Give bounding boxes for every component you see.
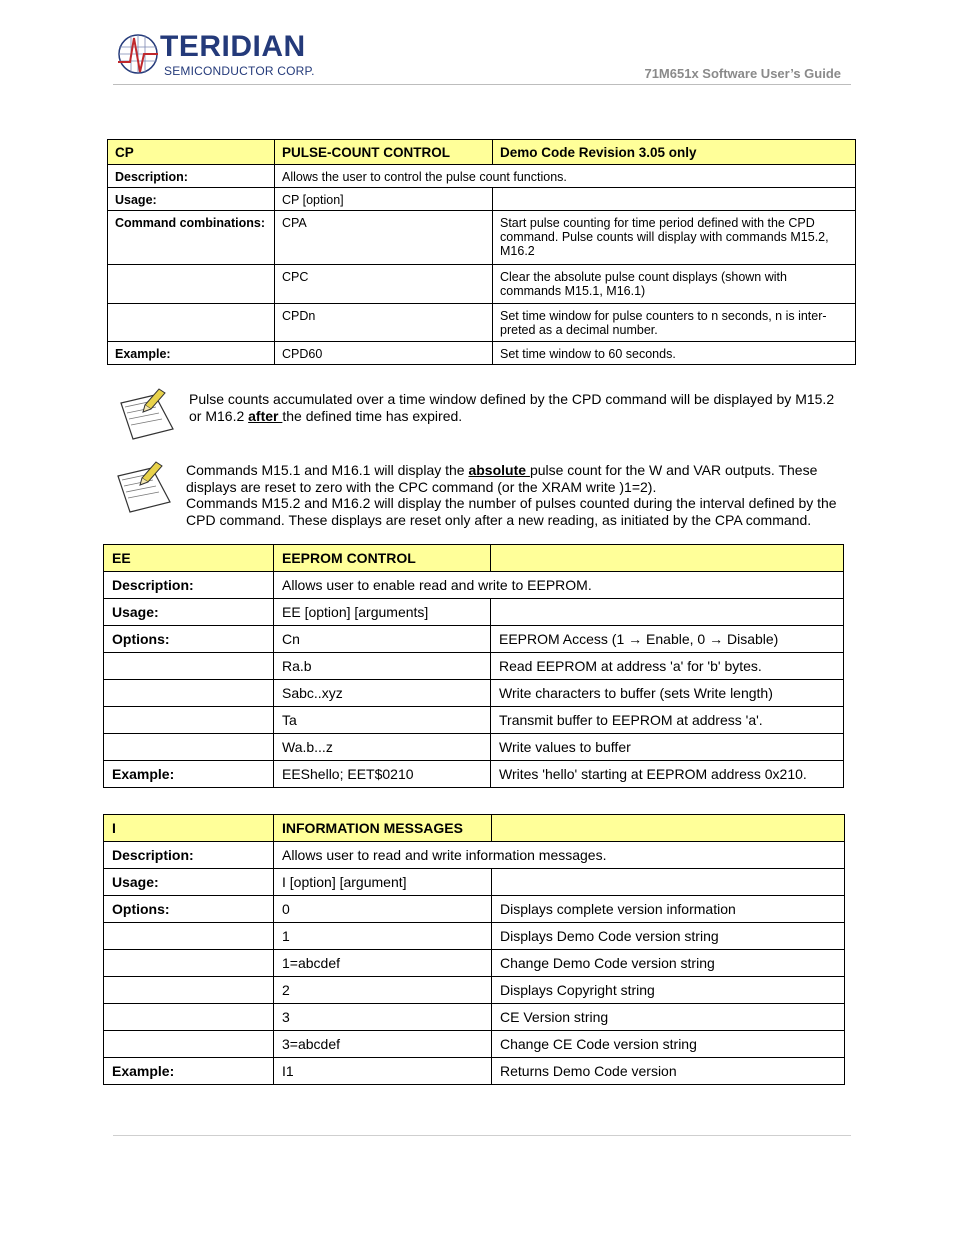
option-description: Transmit buffer to EEPROM at address 'a'. (491, 707, 844, 734)
command-name: INFORMATION MESSAGES (274, 815, 492, 842)
cp-command-table (107, 139, 856, 365)
option-description: Start pulse counting for time period defined with the CPD command. Pulse counts will display with commands M15.2, M16.2 (493, 211, 856, 265)
command-note: Demo Code Revision 3.05 only (493, 140, 856, 165)
empty-cell (104, 707, 274, 734)
table-header-row (104, 545, 844, 572)
table-row (108, 265, 856, 304)
empty-cell (108, 304, 275, 342)
note-emphasis: absolute (468, 462, 530, 478)
table-row (104, 761, 844, 788)
table-row (104, 923, 845, 950)
note-pulse-counts (189, 391, 849, 424)
option-cell: Wa.b...z (274, 734, 491, 761)
table-row (104, 653, 844, 680)
option-description: EEPROM Access (1 → Enable, 0 → Disable) (491, 626, 844, 653)
option-cell: 1=abcdef (274, 950, 492, 977)
option-description: Write values to buffer (491, 734, 844, 761)
option-description: Write characters to buffer (sets Write length) (491, 680, 844, 707)
row-label: Description: (108, 165, 275, 188)
empty-cell (493, 188, 856, 211)
table-row (104, 1004, 845, 1031)
logo-name: TERIDIAN (160, 30, 306, 63)
table-row (108, 211, 856, 265)
example-description: Set time window to 60 seconds. (493, 342, 856, 365)
table-row (108, 165, 856, 188)
logo-globe-icon (116, 32, 160, 78)
command-code: EE (104, 545, 274, 572)
teridian-logo (116, 30, 321, 80)
description-text: Allows the user to control the pulse count functions. (275, 165, 856, 188)
row-label: Options: (104, 626, 274, 653)
usage-text: CP [option] (275, 188, 493, 211)
note-absolute-counts (186, 462, 850, 528)
option-description: Clear the absolute pulse count displays (shown with commands M15.1, M16.1) (493, 265, 856, 304)
table-row (104, 896, 845, 923)
empty-cell (104, 923, 274, 950)
table-row (104, 950, 845, 977)
description-text: Allows user to enable read and write to EEPROM. (274, 572, 844, 599)
row-label: Usage: (104, 599, 274, 626)
table-row (104, 572, 844, 599)
table-row (108, 342, 856, 365)
option-cell: Sabc..xyz (274, 680, 491, 707)
note-pad-icon (115, 385, 177, 441)
option-description: Set time window for pulse counters to n seconds, n is inter-preted as a decimal number. (493, 304, 856, 342)
table-row (104, 1031, 845, 1058)
empty-cell (104, 950, 274, 977)
table-row (104, 734, 844, 761)
command-name: PULSE-COUNT CONTROL (275, 140, 493, 165)
option-cell: 3=abcdef (274, 1031, 492, 1058)
document-title: 71M651x Software User’s Guide (644, 66, 841, 81)
option-description: Read EEPROM at address 'a' for 'b' bytes. (491, 653, 844, 680)
row-label: Options: (104, 896, 274, 923)
row-label: Description: (104, 842, 274, 869)
note-text: Pulse counts accumulated over a time window defined by the CPD command will be displayed by M15.2 or M16.2 (189, 391, 835, 424)
example-command: I1 (274, 1058, 492, 1085)
option-description: Change CE Code version string (492, 1031, 845, 1058)
command-note (492, 815, 845, 842)
empty-cell (104, 653, 274, 680)
option-cell: CPDn (275, 304, 493, 342)
ee-command-table (103, 544, 844, 788)
option-cell: 0 (274, 896, 492, 923)
option-description: Displays complete version information (492, 896, 845, 923)
table-row (104, 599, 844, 626)
option-cell: Ra.b (274, 653, 491, 680)
example-command: EEShello; EET$0210 (274, 761, 491, 788)
usage-text: I [option] [argument] (274, 869, 492, 896)
option-cell: CPC (275, 265, 493, 304)
option-description: CE Version string (492, 1004, 845, 1031)
example-description: Writes 'hello' starting at EEPROM address 0x210. (491, 761, 844, 788)
i-command-table (103, 814, 845, 1085)
header-divider (113, 84, 851, 85)
note-text: the defined time has expired. (282, 407, 463, 424)
table-header-row (108, 140, 856, 165)
table-row (104, 977, 845, 1004)
example-command: CPD60 (275, 342, 493, 365)
empty-cell (104, 1031, 274, 1058)
footer-divider (113, 1135, 851, 1136)
command-note (491, 545, 844, 572)
option-cell: CPA (275, 211, 493, 265)
command-name: EEPROM CONTROL (274, 545, 491, 572)
row-label: Description: (104, 572, 274, 599)
table-row (108, 304, 856, 342)
empty-cell (491, 599, 844, 626)
option-cell: 1 (274, 923, 492, 950)
row-label: Example: (104, 761, 274, 788)
command-code: I (104, 815, 274, 842)
row-label: Usage: (104, 869, 274, 896)
note-pad-icon (112, 458, 174, 514)
table-row (104, 1058, 845, 1085)
option-description: Change Demo Code version string (492, 950, 845, 977)
row-label: Example: (104, 1058, 274, 1085)
logo-subtitle: SEMICONDUCTOR CORP. (164, 64, 315, 78)
note-text: Commands M15.1 and M16.1 will display the (186, 462, 469, 478)
empty-cell (104, 734, 274, 761)
command-code: CP (108, 140, 275, 165)
note-emphasis: after (248, 407, 283, 424)
empty-cell (104, 680, 274, 707)
empty-cell (104, 977, 274, 1004)
empty-cell (104, 1004, 274, 1031)
table-row (104, 842, 845, 869)
table-row (104, 680, 844, 707)
row-label: Usage: (108, 188, 275, 211)
row-label: Command combinations: (108, 211, 275, 265)
usage-text: EE [option] [arguments] (274, 599, 491, 626)
table-header-row (104, 815, 845, 842)
note-text: Commands M15.2 and M16.2 will display the number of pulses counted during the interval defined by the CPD command. These displays are reset only after a new reading, as initiated by the CPA command. (186, 495, 837, 528)
option-description: Displays Copyright string (492, 977, 845, 1004)
empty-cell (492, 869, 845, 896)
option-cell: 3 (274, 1004, 492, 1031)
description-text: Allows user to read and write information messages. (274, 842, 845, 869)
option-cell: Cn (274, 626, 491, 653)
table-row (108, 188, 856, 211)
table-row (104, 626, 844, 653)
table-row (104, 869, 845, 896)
example-description: Returns Demo Code version (492, 1058, 845, 1085)
empty-cell (108, 265, 275, 304)
row-label: Example: (108, 342, 275, 365)
option-cell: 2 (274, 977, 492, 1004)
option-cell: Ta (274, 707, 491, 734)
table-row (104, 707, 844, 734)
note-text: pulse count for the W and VAR outputs. These displays are reset to zero with the CPC command (or the XRAM write )1=2). (186, 462, 818, 495)
option-description: Displays Demo Code version string (492, 923, 845, 950)
